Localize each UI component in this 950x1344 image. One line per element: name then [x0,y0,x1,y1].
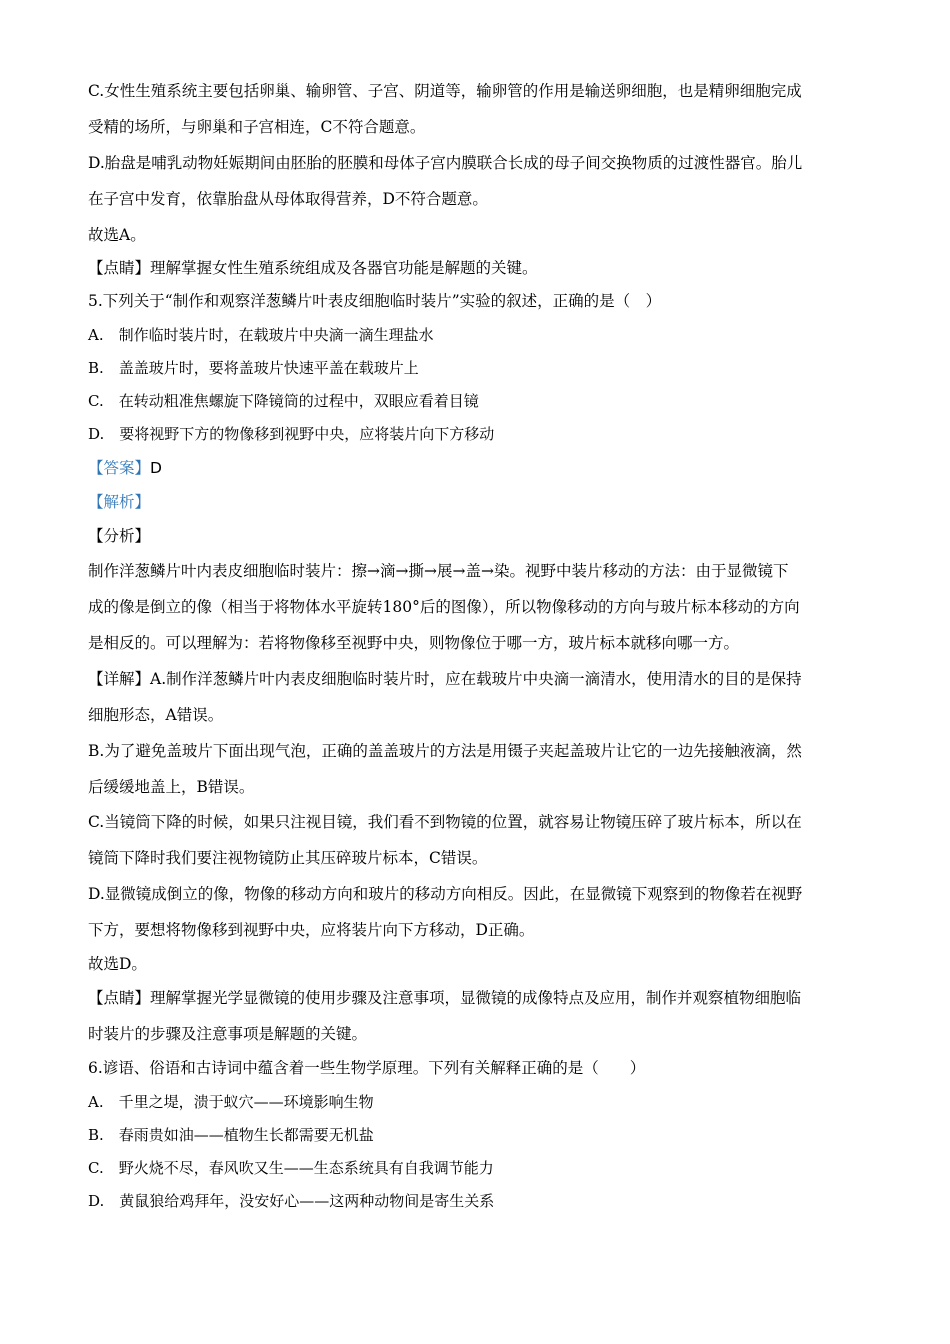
question-5-option-b: B. 盖盖玻片时，要将盖玻片快速平盖在载玻片上 [88,359,419,377]
text-line: 【详解】A.制作洋葱鳞片叶内表皮细胞临时装片时，应在载玻片中央滴一滴清水，使用清水的目的是保持 [88,670,802,688]
text-line: C.女性生殖系统主要包括卵巢、输卵管、子宫、阴道等，输卵管的作用是输送卵细胞，也是精卵细胞完成 [88,82,802,100]
text-line: 故选D。 [88,955,147,973]
question-6-stem: 6.谚语、俗语和古诗词中蕴含着一些生物学原理。下列有关解释正确的是（ ） [88,1059,646,1077]
text-line: 受精的场所，与卵巢和子宫相连，C不符合题意。 [88,118,426,136]
text-line: 后缓缓地盖上，B错误。 [88,778,255,796]
text-line: 在子宫中发育，依靠胎盘从母体取得营养，D不符合题意。 [88,190,488,208]
text-line: 时装片的步骤及注意事项是解题的关键。 [88,1025,368,1043]
answer-line [88,458,162,478]
text-line: 【点睛】理解掌握光学显微镜的使用步骤及注意事项，显微镜的成像特点及应用，制作并观察植物细胞临 [88,989,802,1007]
text-line: 镜筒下降时我们要注视物镜防止其压碎玻片标本，C错误。 [88,849,488,867]
question-6-option-d: D. 黄鼠狼给鸡拜年，没安好心——这两种动物间是寄生关系 [88,1192,495,1210]
question-5-stem: 5.下列关于“制作和观察洋葱鳞片叶表皮细胞临时装片”实验的叙述，正确的是（ ） [88,292,662,310]
text-line: 成的像是倒立的像（相当于将物体水平旋转180°后的图像），所以物像移动的方向与玻片标本移动的方向 [88,598,800,616]
text-line: 细胞形态，A错误。 [88,706,224,724]
text-line: 是相反的。可以理解为：若将物像移至视野中央，则物像位于哪一方，玻片标本就移向哪一方。 [88,634,740,652]
answer-value: D [150,459,162,477]
text-line: C.当镜筒下降的时候，如果只注视目镜，我们看不到物镜的位置，就容易让物镜压碎了玻片标本，所以在 [88,813,802,831]
question-6-option-c: C. 野火烧不尽，春风吹又生——生态系统具有自我调节能力 [88,1159,494,1177]
question-5-option-c: C. 在转动粗准焦螺旋下降镜筒的过程中，双眼应看着目镜 [88,392,479,410]
text-line: 制作洋葱鳞片叶内表皮细胞临时装片：擦→滴→撕→展→盖→染。视野中装片移动的方法：由于显微镜下 [88,562,789,580]
question-6-option-b: B. 春雨贵如油——植物生长都需要无机盐 [88,1126,374,1144]
analysis-label: 【解析】 [88,493,151,511]
text-line: B.为了避免盖玻片下面出现气泡，正确的盖盖玻片的方法是用镊子夹起盖玻片让它的一边先接触液滴，然 [88,742,802,760]
text-line: 【点睛】理解掌握女性生殖系统组成及各器官功能是解题的关键。 [88,259,538,277]
answer-label: 【答案】 [88,459,151,477]
text-line: 下方，要想将物像移到视野中央，应将装片向下方移动，D正确。 [88,921,535,939]
text-line: D.显微镜成倒立的像，物像的移动方向和玻片的移动方向相反。因此，在显微镜下观察到的物像若在视野 [88,885,803,903]
question-5-option-d: D. 要将视野下方的物像移到视野中央，应将装片向下方移动 [88,425,495,443]
text-line: 故选A。 [88,226,146,244]
fenxi-label: 【分析】 [88,527,151,545]
text-line: D.胎盘是哺乳动物妊娠期间由胚胎的胚膜和母体子宫内膜联合长成的母子间交换物质的过渡性器官。胎儿 [88,154,803,172]
question-6-option-a: A. 千里之堤，溃于蚁穴——环境影响生物 [88,1093,374,1111]
question-5-option-a: A. 制作临时装片时，在载玻片中央滴一滴生理盐水 [88,326,434,344]
